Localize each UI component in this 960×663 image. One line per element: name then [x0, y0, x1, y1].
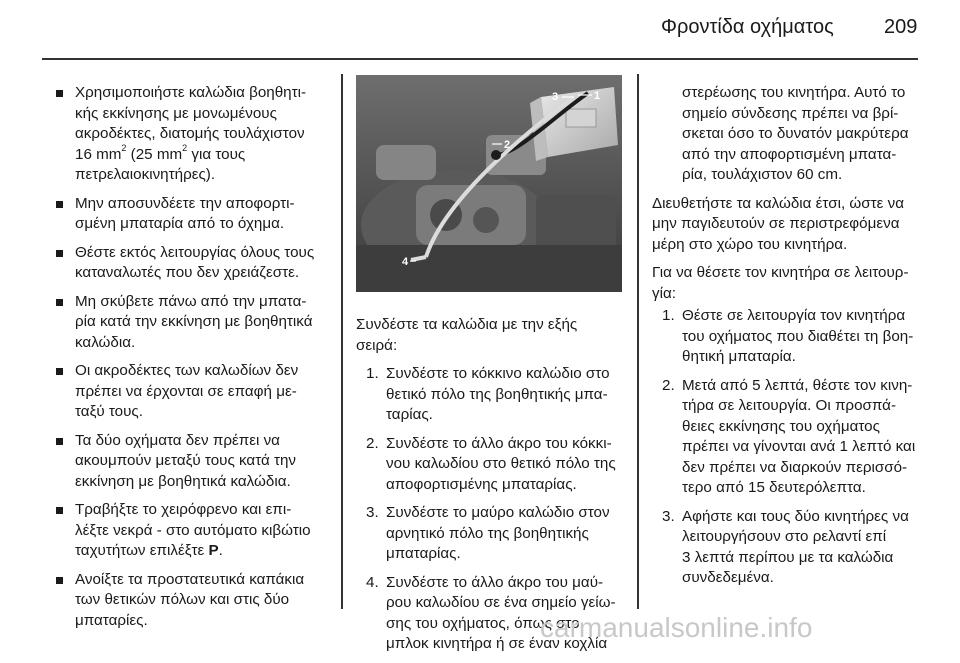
- text-line: ταρίας.: [386, 406, 433, 423]
- bullet-item: [55, 243, 331, 284]
- text-fragment: P: [208, 542, 219, 559]
- callout-1: 1: [594, 90, 601, 102]
- text-line: ταξύ τους.: [75, 403, 143, 420]
- text-line: θετικό πόλο της βοηθητικής μπα-: [386, 385, 608, 403]
- text-line: δεν πρέπει να διαρκούν περισσό-: [682, 458, 908, 476]
- engine-bay-illustration: [356, 75, 622, 292]
- step-number: 1.: [662, 307, 675, 324]
- callout-4: 4: [402, 256, 409, 268]
- page-number: 209: [884, 16, 918, 38]
- text-line: πετρελαιοκινητήρες).: [75, 166, 216, 183]
- text-line: 3 λεπτά περίπου με τα καλώδια: [682, 548, 894, 566]
- bullet-item: [55, 194, 331, 235]
- square-bullet-icon: [56, 438, 63, 445]
- step-number: 2.: [366, 434, 379, 452]
- text-line: αρνητικό πόλο της βοηθητικής: [386, 524, 589, 542]
- text-line: καταναλωτές που δεν χρειάζεστε.: [75, 264, 300, 281]
- text-line: Μην αποσυνδέετε την αποφορτι-: [75, 194, 295, 212]
- gear-selection-line: [75, 541, 331, 562]
- text-line: θητική μπαταρία.: [682, 348, 796, 365]
- text-line: τερο από 15 δευτερόλεπτα.: [682, 479, 866, 496]
- numbered-step: [356, 364, 624, 426]
- step-number: 3.: [366, 504, 379, 521]
- text-line: Συνδέστε το κόκκινο καλώδιο στο: [386, 365, 610, 382]
- start-engine-steps-list: [652, 306, 924, 589]
- precautions-list: [55, 83, 331, 631]
- bullet-item: [55, 292, 331, 354]
- text-line: Οι ακροδέκτες των καλωδίων δεν: [75, 362, 299, 379]
- text-line: ακουμπούν μεταξύ τους κατά την: [75, 452, 297, 469]
- text-line: των θετικών πόλων και στις δύο: [75, 591, 290, 608]
- column-divider-left: [341, 74, 343, 609]
- text-fragment: ταχυτήτων επιλέξτε: [75, 542, 209, 559]
- text-line: σειρά:: [356, 336, 398, 354]
- right-column: [652, 83, 924, 597]
- bullet-item: [55, 361, 331, 423]
- text-line: Συνδέστε το άλλο άκρο του μαύ-: [386, 573, 604, 591]
- step-number: 1.: [366, 365, 379, 382]
- bullet-item: [55, 431, 331, 493]
- connection-steps-list: [356, 364, 624, 655]
- square-bullet-icon: [56, 201, 63, 208]
- text-line: ρία, τουλάχιστον 60 cm.: [682, 166, 843, 183]
- left-column: [55, 83, 331, 639]
- text-line: Συνδέστε τα καλώδια με την εξής: [356, 316, 578, 333]
- text-line: Για να θέσετε τον κινητήρα σε λειτουρ-: [652, 264, 909, 281]
- text-line: καλώδια.: [75, 333, 136, 351]
- page-title: Φροντίδα οχήματος: [661, 16, 834, 38]
- text-line: εκκίνηση με βοηθητικά καλώδια.: [75, 472, 291, 490]
- step-number: 3.: [662, 507, 675, 525]
- text-line: Αφήστε και τους δύο κινητήρες να: [682, 507, 909, 525]
- numbered-step: [356, 503, 624, 565]
- text-line: μπαταρίας.: [386, 545, 461, 562]
- text-line: λειτουργήσουν στο ρελαντί επί: [682, 528, 887, 545]
- text-line: μέρη στο χώρο του κινητήρα.: [652, 235, 848, 253]
- text-line: κής εκκίνησης με μονωμένους: [75, 104, 277, 122]
- text-line: θειες εκκίνησης του οχήματος: [682, 417, 880, 435]
- text-line: ρου καλωδίου σε ένα σημείο γείω-: [386, 594, 616, 611]
- text-line: από την αποφορτισμένη μπατα-: [682, 145, 897, 163]
- engine-bay-jump-start-figure: [356, 75, 622, 292]
- text-line: σημείο σύνδεσης πρέπει να βρί-: [682, 104, 899, 122]
- connection-order-intro: [356, 315, 624, 356]
- text-line: Μετά από 5 λεπτά, θέστε τον κινη-: [682, 376, 913, 394]
- text-line: Τα δύο οχήματα δεν πρέπει να: [75, 431, 280, 449]
- text-line: νου καλωδίου στο θετικό πόλο της: [386, 455, 616, 472]
- bullet-item: [55, 500, 331, 562]
- text-line: Θέστε εκτός λειτουργίας όλους τους: [75, 243, 315, 261]
- step-4-continuation: [652, 83, 924, 186]
- text-line: πρέπει να έρχονται σε επαφή με-: [75, 382, 297, 400]
- text-fragment: 16 mm: [75, 145, 122, 163]
- text-fragment: 2: [121, 143, 127, 154]
- square-bullet-icon: [56, 368, 63, 375]
- numbered-step: [652, 507, 924, 589]
- text-line: μην παγιδευτούν σε περιστρεφόμενα: [652, 215, 900, 232]
- text-line: Διευθετήστε τα καλώδια έτσι, ώστε να: [652, 194, 904, 212]
- text-line: σμένη μπαταρία από το όχημα.: [75, 215, 285, 232]
- cross-section-line: [75, 145, 331, 166]
- text-line: Μη σκύβετε πάνω από την μπατα-: [75, 292, 307, 310]
- square-bullet-icon: [56, 250, 63, 257]
- middle-column: [356, 315, 624, 663]
- start-engine-intro: [652, 263, 924, 304]
- text-line: συνδεδεμένα.: [682, 569, 774, 586]
- numbered-step: [652, 376, 924, 499]
- header-divider: [42, 58, 918, 60]
- cable-routing-note: [652, 194, 924, 256]
- text-line: πρέπει να γίνονται ανά 1 λεπτό και: [682, 438, 916, 455]
- bullet-item: [55, 570, 331, 632]
- text-fragment: 2: [182, 143, 188, 154]
- text-line: μπλοκ κινητήρα ή σε έναν κοχλία: [386, 635, 608, 652]
- numbered-step: [652, 306, 924, 368]
- text-line: μπαταρίες.: [75, 611, 148, 629]
- text-line: σκεται όσο το δυνατόν μακρύτερα: [682, 125, 909, 142]
- text-fragment: για τους: [187, 145, 246, 163]
- square-bullet-icon: [56, 507, 63, 514]
- square-bullet-icon: [56, 90, 63, 97]
- text-fragment: (25 mm: [126, 145, 183, 163]
- step-number: 2.: [662, 376, 675, 394]
- text-line: Ανοίξτε τα προστατευτικά καπάκια: [75, 570, 305, 588]
- text-line: Χρησιμοποιήστε καλώδια βοηθητι-: [75, 84, 307, 101]
- callout-3: 3: [552, 91, 559, 103]
- step-number: 4.: [366, 573, 379, 591]
- watermark: carmanualsonline.info: [540, 612, 813, 643]
- text-fragment: .: [218, 542, 223, 559]
- text-line: Συνδέστε το άλλο άκρο του κόκκι-: [386, 434, 612, 452]
- text-line: Τραβήξτε το χειρόφρενο και επι-: [75, 501, 292, 518]
- text-line: λέξτε νεκρά - στο αυτόματο κιβώτιο: [75, 521, 311, 539]
- text-line: Θέστε σε λειτουργία τον κινητήρα: [682, 307, 906, 324]
- text-line: ρία κατά την εκκίνηση με βοηθητικά: [75, 313, 313, 330]
- text-line: γία:: [652, 284, 676, 302]
- text-line: στερέωσης του κινητήρα. Αυτό το: [682, 84, 906, 101]
- text-line: τήρα σε λειτουργία. Οι προσπά-: [682, 397, 896, 414]
- square-bullet-icon: [56, 577, 63, 584]
- text-line: του οχήματος που διαθέτει τη βοη-: [682, 327, 914, 345]
- text-line: σης του οχήματος, όπως στο: [386, 614, 580, 632]
- column-divider-right: [637, 74, 639, 609]
- text-line: Συνδέστε το μαύρο καλώδιο στον: [386, 504, 610, 521]
- text-line: ακροδέκτες, διατομής τουλάχιστον: [75, 125, 305, 142]
- square-bullet-icon: [56, 299, 63, 306]
- bullet-item: [55, 83, 331, 186]
- text-line: αποφορτισμένης μπαταρίας.: [386, 475, 577, 493]
- callout-2: 2: [504, 139, 511, 151]
- numbered-step: [356, 434, 624, 496]
